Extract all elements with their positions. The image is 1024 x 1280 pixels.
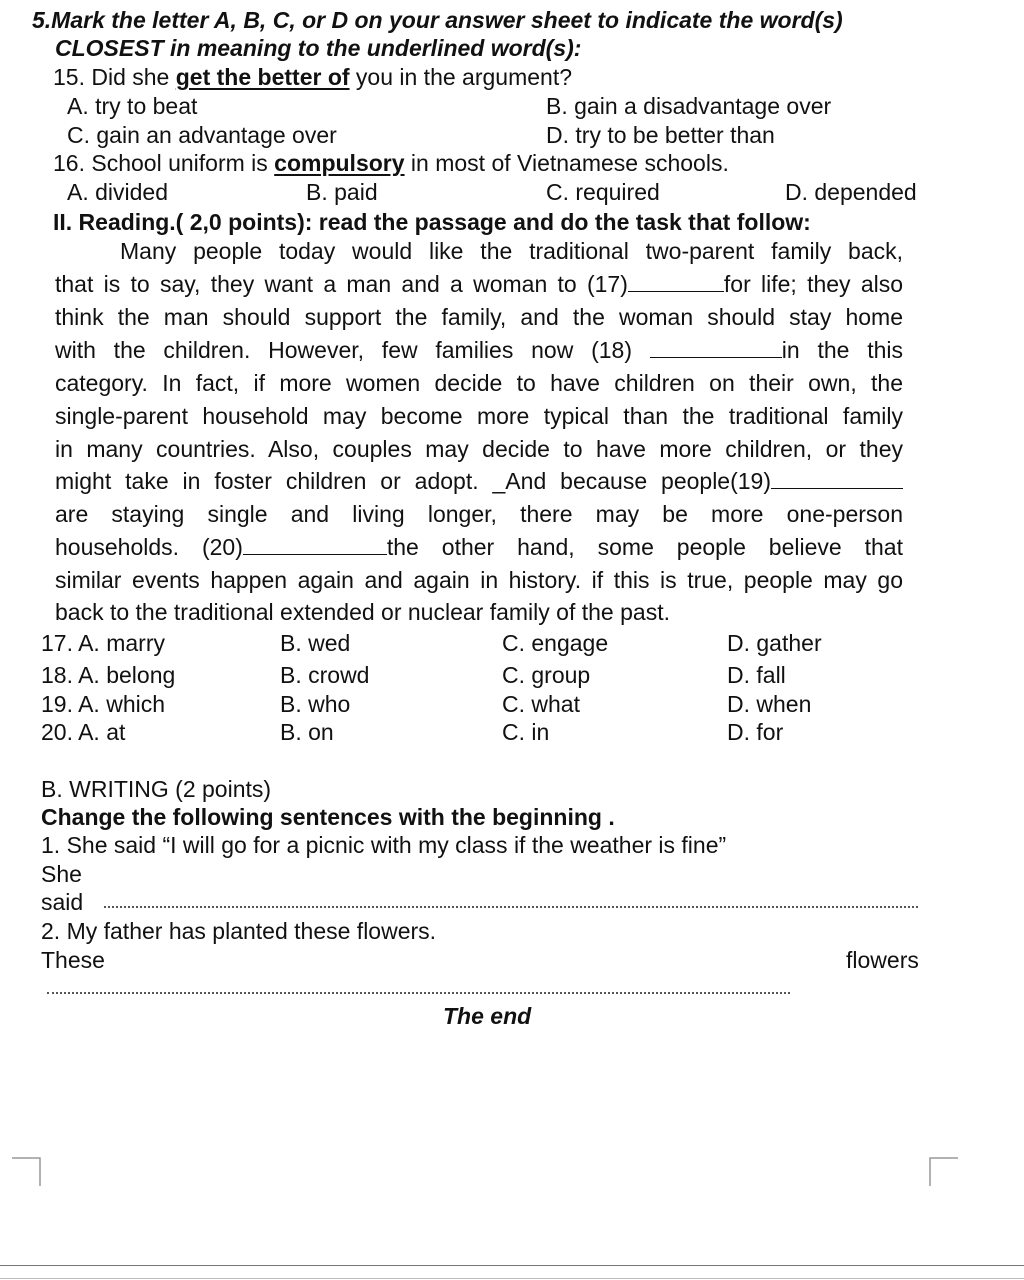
passage-line-2b: for life; they also <box>723 271 904 297</box>
question-16 <box>53 149 729 177</box>
question-15 <box>53 63 572 91</box>
passage-line-4 <box>55 336 903 364</box>
passage-line-12: back to the traditional extended or nuclear family of the past. <box>55 599 670 625</box>
passage-line-8a: might take in foster children or adopt. _And because people(19) <box>55 468 771 494</box>
q20-option-d: D. for <box>727 719 784 745</box>
answer-line-1 <box>104 906 918 908</box>
q16-option-b: B. paid <box>306 179 378 205</box>
q18-option-c: C. group <box>502 662 591 688</box>
q15-underlined-phrase: get the better of <box>175 64 350 90</box>
writing-sentence-2: 2. My father has planted these flowers. <box>41 918 437 944</box>
passage-line-10a: households. (20) <box>55 534 243 560</box>
q18-option-b: B. crowd <box>280 662 370 688</box>
q16-option-d: D. depended <box>785 179 917 205</box>
q15-option-b: B. gain a disadvantage over <box>546 93 832 119</box>
passage-line-10 <box>55 533 903 561</box>
q15-option-d: D. try to be better than <box>546 122 775 148</box>
q20-option-c: C. in <box>502 719 550 745</box>
q18-option-d: D. fall <box>727 662 786 688</box>
q16-suffix: in most of Vietnamese schools. <box>404 150 729 176</box>
q15-option-a: A. try to beat <box>67 93 198 119</box>
passage-line-2 <box>55 270 903 298</box>
q19-option-d: D. when <box>727 691 812 717</box>
q16-option-c: C. required <box>546 179 660 205</box>
corner-mark-right-icon <box>928 1156 958 1186</box>
page-bottom-divider <box>0 1265 1024 1266</box>
blank-18 <box>650 339 782 358</box>
q20-option-b: B. on <box>280 719 334 745</box>
passage-line-8 <box>55 467 903 495</box>
writing-s2-end: flowers <box>846 947 919 973</box>
passage-line-11: similar events happen again and again in history. if this is true, people may go <box>55 567 903 593</box>
writing-s1-start-said: said <box>41 889 84 915</box>
writing-heading: B. WRITING (2 points) <box>41 776 272 802</box>
passage-line-9: are staying single and living longer, there may be more one-person <box>55 501 903 527</box>
answer-line-2 <box>47 992 790 994</box>
writing-sentence-1: 1. She said “I will go for a picnic with my class if the weather is fine” <box>41 832 727 858</box>
q16-option-a: A. divided <box>67 179 169 205</box>
the-end: The end <box>443 1003 532 1029</box>
section5-instruction-line1: 5.Mark the letter A, B, C, or D on your answer sheet to indicate the word(s) <box>32 7 843 33</box>
section5-instruction-line2: CLOSEST in meaning to the underlined word(s): <box>55 35 582 61</box>
corner-mark-left-icon <box>12 1156 42 1186</box>
q17-option-a: 17. A. marry <box>41 630 165 656</box>
passage-line-4b: in the this <box>781 337 904 363</box>
passage-line-7: in many countries. Also, couples may decide to have more children, or they <box>55 436 903 462</box>
reading-heading: II. Reading.( 2,0 points): read the passage and do the task that follow: <box>53 209 811 235</box>
q19-option-b: B. who <box>280 691 351 717</box>
passage-line-5: category. In fact, if more women decide to have children on their own, the <box>55 370 903 396</box>
passage-line-2a: that is to say, they want a man and a woman to (17) <box>55 271 628 297</box>
q20-option-a: 20. A. at <box>41 719 126 745</box>
passage-line-6: single-parent household may become more typical than the traditional family <box>55 403 903 429</box>
q16-prefix: 16. School uniform is <box>53 150 275 176</box>
blank-19 <box>771 470 903 489</box>
q15-suffix: you in the argument? <box>349 64 573 90</box>
q16-underlined-word: compulsory <box>274 150 405 176</box>
q19-option-c: C. what <box>502 691 580 717</box>
q15-prefix: 15. Did she <box>53 64 176 90</box>
writing-s2-start: These <box>41 947 105 973</box>
passage-line-3: think the man should support the family, and the woman should stay home <box>55 304 903 330</box>
writing-instruction: Change the following sentences with the beginning . <box>41 804 615 830</box>
blank-20 <box>243 536 387 555</box>
passage-line-4a: with the children. However, few families now (18) <box>55 337 632 363</box>
q15-option-c: C. gain an advantage over <box>67 122 337 148</box>
passage-line-10b: the other hand, some people believe that <box>386 534 903 560</box>
page-bottom-edge <box>0 1278 1024 1279</box>
passage-line-1: Many people today would like the traditional two-parent family back, <box>120 238 903 264</box>
q19-option-a: 19. A. which <box>41 691 166 717</box>
q17-option-d: D. gather <box>727 630 822 656</box>
q18-option-a: 18. A. belong <box>41 662 176 688</box>
q17-option-b: B. wed <box>280 630 351 656</box>
writing-s1-start-she: She <box>41 861 82 887</box>
q17-option-c: C. engage <box>502 630 609 656</box>
blank-17 <box>628 273 724 292</box>
